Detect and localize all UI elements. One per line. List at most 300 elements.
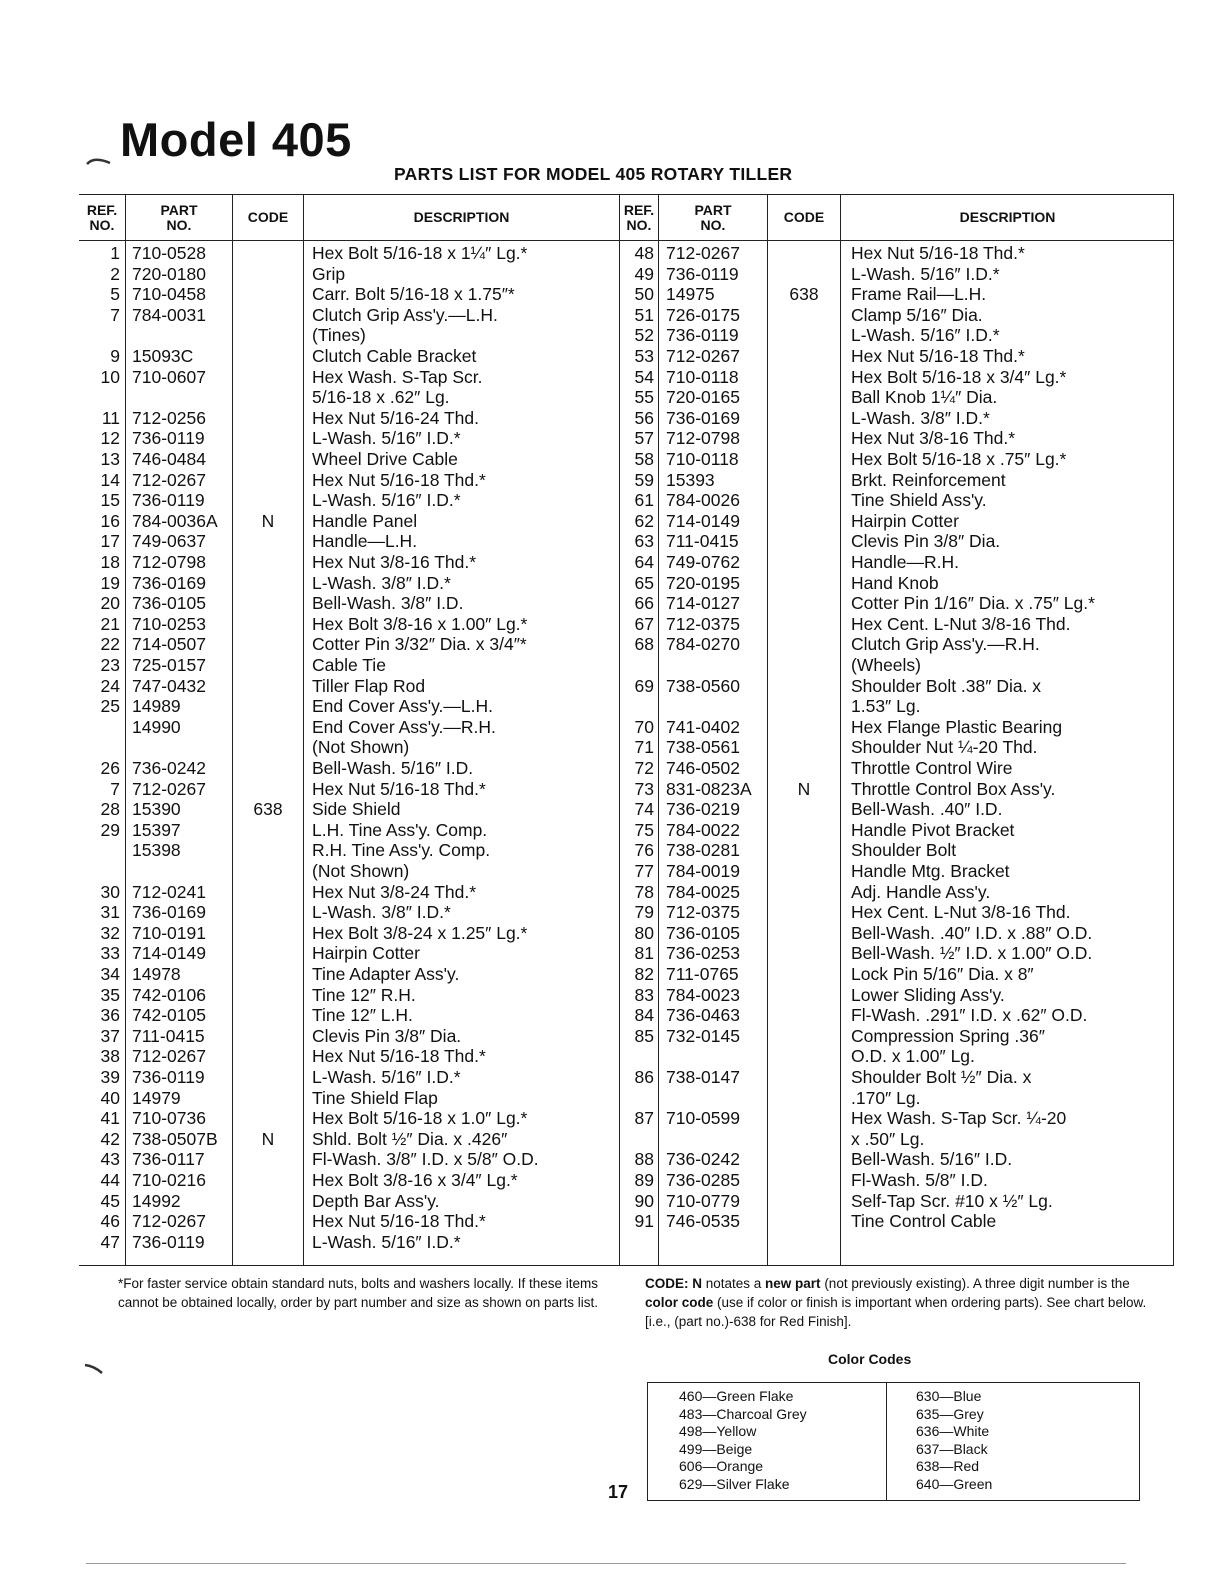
cell-description: Clevis Pin 3/8″ Dia.	[851, 531, 1001, 552]
cell-ref-no: 1	[110, 243, 120, 263]
cell-description: Depth Bar Ass'y.	[312, 1190, 440, 1211]
cell-part-no: 784-0019	[666, 861, 740, 881]
cell-ref-no: 35	[100, 984, 120, 1005]
cell-ref-no: 50	[634, 284, 654, 305]
table-row	[620, 1211, 1174, 1231]
cell-description: Ball Knob 1¼″ Dia.	[851, 387, 998, 408]
cell-part-no: 15397	[132, 819, 181, 840]
cell-part-no: 736-0119	[132, 490, 205, 511]
cell-part-no: 736-0105	[132, 593, 206, 614]
cell-ref-no: 29	[100, 819, 120, 840]
cell-ref-no: 40	[100, 1087, 120, 1108]
cell-part-no: 749-0637	[132, 531, 206, 552]
cell-ref-no: 36	[100, 1005, 120, 1026]
cell-part-no: 712-0267	[666, 346, 740, 366]
table-row	[79, 840, 619, 860]
cell-part-no: 711-0415	[666, 531, 739, 552]
header-code-right: CODE	[783, 209, 825, 225]
table-row	[620, 511, 1174, 531]
cell-description: End Cover Ass'y.—L.H.	[312, 696, 493, 717]
cell-ref-no: 56	[634, 407, 654, 428]
table-row	[620, 655, 1174, 675]
cell-description: Hex Nut 5/16-18 Thd.*	[851, 243, 1025, 263]
cell-ref-no: 44	[100, 1170, 120, 1190]
cell-description: L-Wash. 5/16″ I.D.*	[851, 263, 1000, 284]
color-code-entry: 483—Charcoal Grey	[679, 1405, 807, 1422]
table-row	[620, 1088, 1174, 1108]
table-row	[620, 243, 1174, 263]
scan-mark	[86, 154, 112, 166]
cell-ref-no: 85	[634, 1025, 654, 1046]
cell-code: N	[261, 510, 275, 531]
color-codes-right-column	[916, 1388, 992, 1493]
cell-ref-no: 58	[634, 449, 654, 469]
cell-description: R.H. Tine Ass'y. Comp.	[312, 840, 491, 861]
cell-part-no: 710-0458	[132, 284, 206, 305]
cell-description: Hex Bolt 3/8-24 x 1.25″ Lg.*	[312, 922, 528, 943]
cell-description: L-Wash. 5/16″ I.D.*	[312, 490, 461, 511]
cell-ref-no: 86	[634, 1067, 654, 1087]
color-codes-title: Color Codes	[828, 1351, 912, 1367]
cell-part-no: 784-0023	[666, 984, 740, 1005]
cell-ref-no: 43	[100, 1149, 120, 1170]
color-code-entry: 606—Orange	[679, 1458, 764, 1474]
cell-description: Hex Nut 3/8-16 Thd.*	[851, 428, 1016, 449]
cell-description: Fl-Wash. .291″ I.D. x .62″ O.D.	[851, 1005, 1088, 1026]
color-code-entry: 637—Black	[916, 1440, 988, 1457]
scan-mark	[84, 1362, 110, 1374]
cell-ref-no: 74	[634, 799, 654, 820]
table-row	[79, 1232, 619, 1252]
cell-part-no: 736-0119	[666, 263, 739, 284]
table-row	[79, 799, 619, 819]
color-code-entry: 499—Beige	[679, 1440, 753, 1457]
cell-ref-no: 14	[100, 469, 120, 490]
cell-description: Handle—L.H.	[312, 531, 418, 552]
cell-part-no: 14978	[132, 964, 181, 984]
cell-part-no: 710-0599	[666, 1108, 740, 1129]
table-row	[620, 367, 1174, 387]
table-row	[79, 614, 619, 634]
table-row	[79, 655, 619, 675]
cell-ref-no: 45	[100, 1190, 120, 1211]
cell-description: Hex Nut 5/16-24 Thd.	[312, 407, 479, 428]
cell-ref-no: 37	[100, 1025, 120, 1046]
table-row	[620, 1005, 1174, 1025]
cell-part-no: 712-0267	[132, 778, 206, 799]
table-row	[79, 346, 619, 366]
color-code-entry: 630—Blue	[916, 1388, 982, 1404]
cell-ref-no: 61	[634, 490, 654, 511]
cell-description: Shoulder Bolt ½″ Dia. x	[851, 1067, 1032, 1087]
cell-part-no: 714-0127	[666, 593, 740, 614]
cell-ref-no: 83	[634, 984, 654, 1005]
table-row	[620, 428, 1174, 448]
table-row	[79, 449, 619, 469]
cell-part-no: 712-0267	[666, 243, 740, 263]
code-note-new-part: new part	[765, 1276, 821, 1291]
cell-part-no: 738-0507B	[132, 1128, 218, 1149]
cell-ref-no: 88	[634, 1149, 654, 1170]
table-row	[79, 325, 619, 345]
cell-ref-no: 10	[100, 366, 120, 387]
table-row	[620, 696, 1174, 716]
cell-description: Hex Cent. L-Nut 3/8-16 Thd.	[851, 613, 1071, 634]
cell-description: Tine 12″ L.H.	[312, 1005, 413, 1026]
cell-part-no: 738-0281	[666, 840, 740, 861]
table-row	[79, 490, 619, 510]
cell-description: Side Shield	[312, 799, 401, 820]
cell-description: L-Wash. 3/8″ I.D.*	[312, 572, 451, 593]
table-row	[620, 1026, 1174, 1046]
cell-ref-no: 67	[634, 613, 654, 634]
table-row	[620, 634, 1174, 654]
table-row	[79, 634, 619, 654]
cell-description: Hex Nut 3/8-24 Thd.*	[312, 881, 477, 902]
table-row	[620, 861, 1174, 881]
cell-part-no: 736-0119	[666, 325, 739, 346]
table-row	[79, 284, 619, 304]
cell-description: x .50″ Lg.	[851, 1128, 925, 1149]
cell-part-no: 725-0157	[132, 655, 206, 675]
cell-ref-no: 65	[634, 572, 654, 593]
table-row	[620, 387, 1174, 407]
cell-ref-no: 76	[634, 840, 654, 861]
cell-description: Lock Pin 5/16″ Dia. x 8″	[851, 964, 1034, 984]
cell-ref-no: 84	[634, 1005, 654, 1026]
cell-part-no: 710-0607	[132, 366, 206, 387]
table-row	[79, 1108, 619, 1128]
cell-description: Bell-Wash. 3/8″ I.D.	[312, 593, 464, 614]
table-row	[620, 490, 1174, 510]
cell-part-no: 736-0169	[132, 902, 206, 923]
cell-part-no: 784-0036A	[132, 510, 218, 531]
cell-part-no: 15393	[666, 469, 715, 490]
cell-part-no: 736-0169	[666, 407, 740, 428]
cell-part-no: 736-0242	[132, 758, 206, 778]
cell-ref-no: 62	[634, 510, 654, 531]
cell-ref-no: 5	[110, 284, 120, 305]
cell-ref-no: 7	[110, 304, 120, 325]
cell-ref-no: 23	[100, 655, 120, 675]
cell-description: Cable Tie	[312, 655, 386, 675]
table-row	[620, 676, 1174, 696]
table-row	[79, 305, 619, 325]
color-code-entry: 635—Grey	[916, 1405, 984, 1422]
cell-description: Hex Wash. S-Tap Scr.	[312, 366, 483, 387]
cell-part-no: 710-0736	[132, 1108, 206, 1129]
cell-description: Bell-Wash. .40″ I.D.	[851, 799, 1003, 820]
page-bottom-rule	[86, 1563, 1126, 1564]
table-row	[620, 593, 1174, 613]
cell-ref-no: 19	[100, 572, 120, 593]
cell-description: L-Wash. 5/16″ I.D.*	[312, 1231, 461, 1252]
cell-description: Bell-Wash. 5/16″ I.D.	[851, 1149, 1013, 1170]
cell-description: Tine Adapter Ass'y.	[312, 964, 460, 984]
cell-part-no: 831-0823A	[666, 778, 752, 799]
cell-description: L-Wash. 5/16″ I.D.*	[312, 428, 461, 449]
cell-part-no: 736-0105	[666, 922, 740, 943]
table-row	[620, 779, 1174, 799]
page-number: 17	[608, 1482, 629, 1502]
cell-description: .170″ Lg.	[851, 1087, 921, 1108]
cell-part-no: 720-0180	[132, 263, 206, 284]
cell-part-no: 738-0561	[666, 737, 740, 758]
cell-ref-no: 77	[634, 861, 654, 881]
header-part-right: PART NO.	[694, 201, 732, 233]
table-row	[79, 387, 619, 407]
cell-ref-no: 75	[634, 819, 654, 840]
cell-description: (Tines)	[312, 325, 366, 346]
cell-description: Cotter Pin 1/16″ Dia. x .75″ Lg.*	[851, 593, 1095, 614]
table-row	[79, 696, 619, 716]
cell-description: Hex Nut 3/8-16 Thd.*	[312, 552, 477, 572]
header-description-left: DESCRIPTION	[413, 209, 510, 225]
table-row	[79, 820, 619, 840]
cell-part-no: 710-0216	[132, 1170, 206, 1190]
cell-description: Tine Shield Ass'y.	[851, 490, 987, 511]
cell-description: 5/16-18 x .62″ Lg.	[312, 387, 450, 408]
cell-part-no: 711-0415	[132, 1025, 205, 1046]
cell-part-no: 736-0119	[132, 428, 205, 449]
cell-description: Throttle Control Wire	[851, 758, 1013, 778]
cell-part-no: 710-0779	[666, 1190, 740, 1211]
cell-ref-no: 15	[100, 490, 120, 511]
cell-description: Grip	[312, 263, 346, 284]
table-row	[79, 964, 619, 984]
cell-part-no: 712-0375	[666, 902, 740, 923]
table-row	[620, 284, 1174, 304]
cell-part-no: 747-0432	[132, 675, 206, 696]
table-row	[620, 470, 1174, 490]
cell-description: Fl-Wash. 3/8″ I.D. x 5/8″ O.D.	[312, 1149, 539, 1170]
cell-part-no: 710-0528	[132, 243, 206, 263]
cell-part-no: 14989	[132, 696, 181, 717]
cell-description: Lower Sliding Ass'y.	[851, 984, 1005, 1005]
cell-ref-no: 46	[100, 1211, 120, 1232]
table-row	[620, 573, 1174, 593]
cell-description: Shld. Bolt ½″ Dia. x .426″	[312, 1128, 508, 1149]
table-row	[620, 1067, 1174, 1087]
code-note	[645, 1274, 1155, 1331]
cell-ref-no: 32	[100, 922, 120, 943]
table-row	[79, 1088, 619, 1108]
cell-part-no: 732-0145	[666, 1025, 740, 1046]
cell-description: Hex Bolt 5/16-18 x 1.0″ Lg.*	[312, 1108, 528, 1129]
cell-part-no: 15093C	[132, 346, 194, 366]
cell-part-no: 14990	[132, 716, 181, 737]
cell-code: 638	[789, 284, 819, 305]
parts-list-subtitle: PARTS LIST FOR MODEL 405 ROTARY TILLER	[394, 164, 793, 184]
cell-description: L.H. Tine Ass'y. Comp.	[312, 819, 488, 840]
cell-ref-no: 66	[634, 593, 654, 614]
cell-description: Throttle Control Box Ass'y.	[851, 778, 1056, 799]
cell-part-no: 738-0147	[666, 1067, 740, 1087]
table-row	[79, 1026, 619, 1046]
cell-description: Cotter Pin 3/32″ Dia. x 3/4″*	[312, 634, 527, 655]
cell-code: N	[797, 778, 811, 799]
cell-code: N	[261, 1128, 275, 1149]
cell-part-no: 736-0169	[132, 572, 206, 593]
cell-description: Bell-Wash. ½″ I.D. x 1.00″ O.D.	[851, 943, 1093, 964]
cell-description: Shoulder Nut ¼-20 Thd.	[851, 737, 1038, 758]
cell-ref-no: 51	[634, 304, 654, 325]
table-row	[620, 1191, 1174, 1211]
cell-description: Carr. Bolt 5/16-18 x 1.75″*	[312, 284, 515, 305]
cell-ref-no: 33	[100, 943, 120, 964]
table-row	[620, 552, 1174, 572]
cell-description: Clutch Grip Ass'y.—L.H.	[312, 304, 498, 325]
table-row	[79, 470, 619, 490]
table-row	[79, 737, 619, 757]
cell-description: Hex Wash. S-Tap Scr. ¼-20	[851, 1108, 1067, 1129]
color-code-entry: 460—Green Flake	[679, 1388, 794, 1404]
table-row	[79, 1211, 619, 1231]
table-row	[620, 943, 1174, 963]
parts-table	[79, 194, 1174, 1266]
color-codes-chart	[647, 1382, 1140, 1501]
cell-part-no: 736-0285	[666, 1170, 740, 1190]
cell-ref-no: 24	[100, 675, 120, 696]
cell-ref-no: 2	[110, 263, 120, 284]
header-part-left: PART NO.	[160, 201, 198, 233]
cell-part-no: 712-0241	[132, 881, 206, 902]
cell-part-no: 714-0149	[666, 510, 740, 531]
cell-ref-no: 55	[634, 387, 654, 408]
cell-ref-no: 17	[100, 531, 120, 552]
cell-part-no: 746-0535	[666, 1211, 740, 1232]
table-row	[620, 1108, 1174, 1128]
cell-code: 638	[253, 799, 283, 820]
table-row	[620, 325, 1174, 345]
table-row	[620, 1170, 1174, 1190]
cell-ref-no: 53	[634, 346, 654, 366]
table-row	[79, 428, 619, 448]
table-row	[79, 861, 619, 881]
cell-description: Hand Knob	[851, 572, 939, 593]
table-row	[79, 882, 619, 902]
cell-part-no: 14975	[666, 284, 715, 305]
cell-description: Hex Flange Plastic Bearing	[851, 716, 1063, 737]
cell-description: O.D. x 1.00″ Lg.	[851, 1046, 975, 1067]
cell-ref-no: 81	[634, 943, 654, 964]
cell-part-no: 736-0242	[666, 1149, 740, 1170]
code-note-lead: CODE: N	[645, 1276, 702, 1291]
table-row	[79, 1191, 619, 1211]
cell-description: Clutch Cable Bracket	[312, 346, 477, 366]
cell-part-no: 712-0256	[132, 407, 206, 428]
cell-description: L-Wash. 5/16″ I.D.*	[312, 1067, 461, 1087]
cell-description: Shoulder Bolt .38″ Dia. x	[851, 675, 1042, 696]
cell-ref-no: 47	[100, 1231, 120, 1252]
table-row	[620, 1046, 1174, 1066]
cell-ref-no: 9	[110, 346, 120, 366]
cell-description: Clevis Pin 3/8″ Dia.	[312, 1025, 462, 1046]
cell-part-no: 746-0484	[132, 449, 206, 469]
header-code-left: CODE	[247, 209, 289, 225]
cell-description: Hex Bolt 5/16-18 x .75″ Lg.*	[851, 449, 1067, 469]
cell-description: (Wheels)	[851, 655, 922, 675]
cell-part-no: 710-0118	[666, 366, 739, 387]
color-code-entry: 498—Yellow	[679, 1423, 757, 1439]
table-row	[620, 408, 1174, 428]
table-row	[620, 923, 1174, 943]
code-note-text-2: (not previously existing). A three digit number is the	[820, 1276, 1130, 1291]
color-code-entry: 636—White	[916, 1423, 990, 1439]
cell-description: Hairpin Cotter	[312, 943, 420, 964]
table-row	[620, 902, 1174, 922]
cell-part-no: 15398	[132, 840, 181, 861]
cell-part-no: 712-0267	[132, 1046, 206, 1067]
table-row	[79, 717, 619, 737]
cell-ref-no: 63	[634, 531, 654, 552]
table-row	[79, 902, 619, 922]
table-row	[620, 964, 1174, 984]
cell-description: Fl-Wash. 5/8″ I.D.	[851, 1170, 988, 1190]
cell-description: Hex Nut 5/16-18 Thd.*	[851, 346, 1025, 366]
cell-description: Handle Mtg. Bracket	[851, 861, 1010, 881]
cell-ref-no: 68	[634, 634, 654, 655]
table-row	[79, 408, 619, 428]
cell-part-no: 710-0253	[132, 613, 206, 634]
color-codes-divider	[886, 1383, 887, 1500]
table-row	[620, 820, 1174, 840]
cell-ref-no: 39	[100, 1067, 120, 1087]
table-row	[79, 1005, 619, 1025]
cell-part-no: 720-0195	[666, 572, 740, 593]
table-row	[620, 737, 1174, 757]
table-row	[620, 614, 1174, 634]
color-code-entry: 638—Red	[916, 1458, 980, 1474]
cell-part-no: 746-0502	[666, 758, 740, 778]
cell-description: Hex Nut 5/16-18 Thd.*	[312, 1046, 486, 1067]
cell-ref-no: 78	[634, 881, 654, 902]
cell-description: Tine Shield Flap	[312, 1087, 438, 1108]
cell-description: Compression Spring .36″	[851, 1025, 1045, 1046]
cell-description: Tine 12″ R.H.	[312, 984, 416, 1005]
cell-ref-no: 64	[634, 552, 654, 572]
table-row	[620, 758, 1174, 778]
table-row	[620, 1129, 1174, 1149]
table-row	[79, 985, 619, 1005]
color-code-entry: 640—Green	[916, 1475, 993, 1492]
cell-ref-no: 21	[100, 613, 120, 634]
cell-ref-no: 73	[634, 778, 654, 799]
cell-description: Bell-Wash. 5/16″ I.D.	[312, 758, 474, 778]
table-row	[620, 882, 1174, 902]
cell-part-no: 784-0270	[666, 634, 740, 655]
cell-part-no: 712-0798	[132, 552, 206, 572]
cell-ref-no: 12	[100, 428, 120, 449]
color-code-entry: 629—Silver Flake	[679, 1475, 790, 1492]
cell-description: L-Wash. 3/8″ I.D.*	[312, 902, 451, 923]
cell-description: Hairpin Cotter	[851, 510, 959, 531]
table-row	[620, 346, 1174, 366]
table-row	[620, 717, 1174, 737]
cell-description: Handle Panel	[312, 510, 418, 531]
table-row	[79, 593, 619, 613]
table-row	[620, 985, 1174, 1005]
cell-part-no: 742-0106	[132, 984, 206, 1005]
cell-description: (Not Shown)	[312, 861, 410, 881]
cell-part-no: 784-0031	[132, 304, 206, 325]
cell-ref-no: 48	[634, 243, 654, 263]
cell-description: Frame Rail—L.H.	[851, 284, 987, 305]
cell-ref-no: 7	[110, 778, 120, 799]
code-note-color-code: color code	[645, 1295, 714, 1310]
cell-ref-no: 38	[100, 1046, 120, 1067]
cell-part-no: 736-0119	[132, 1067, 205, 1087]
